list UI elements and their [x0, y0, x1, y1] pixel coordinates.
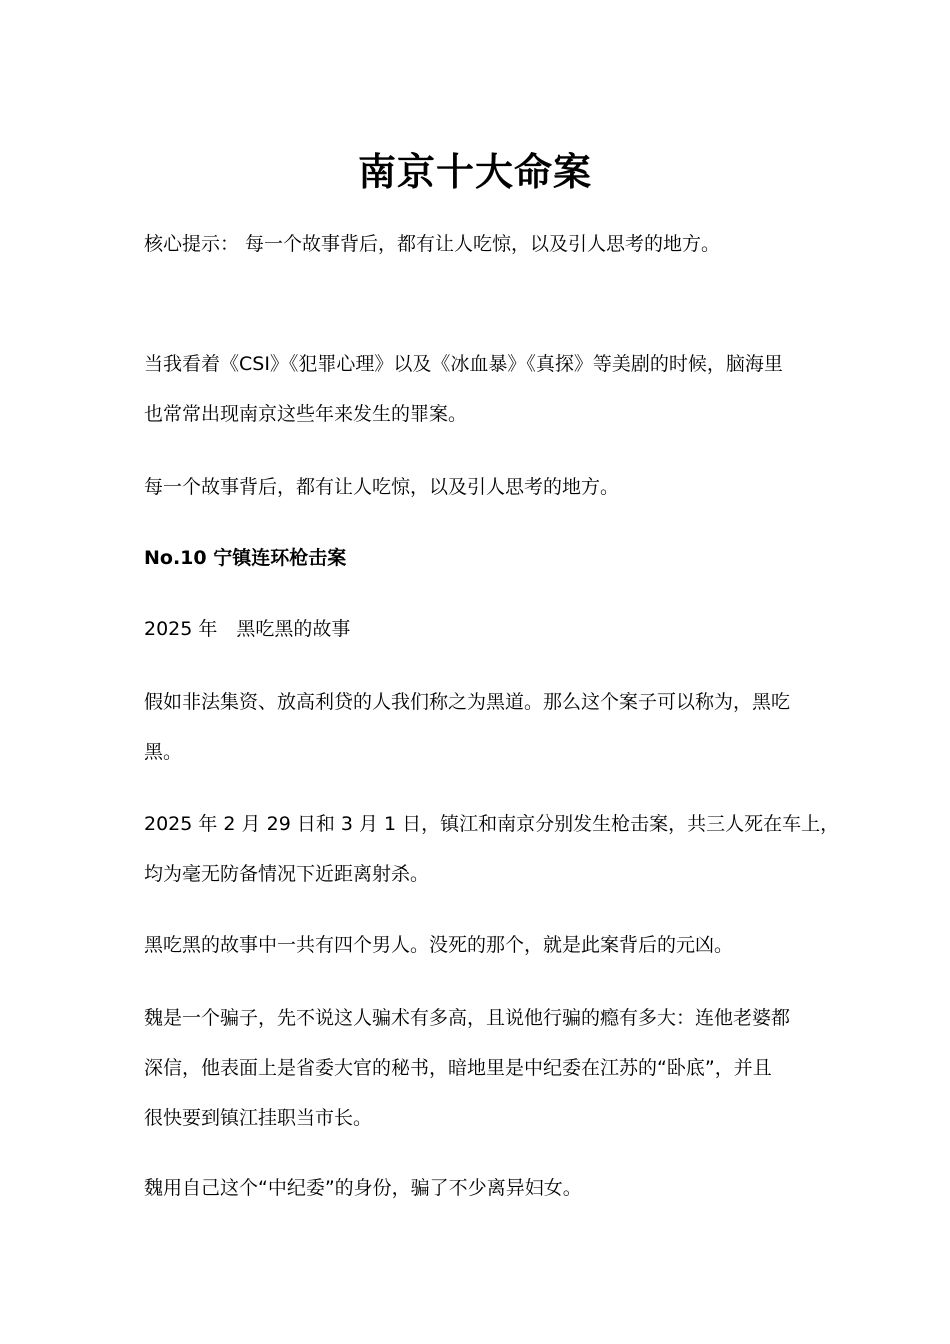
paragraph-black-eats-black — [144, 677, 810, 777]
paragraph-line: 均为毫无防备情况下近距离射杀。 — [144, 863, 430, 885]
page-title: 南京十大命案 — [357, 150, 592, 194]
paragraph-wei-fraud — [144, 993, 810, 1143]
paragraph-wei-identity: 魏用自己这个“中纪委”的身份，骗了不少离异妇女。 — [144, 1177, 582, 1199]
paragraph-intro — [144, 339, 810, 439]
paragraph-line: 2025 年 2 月 29 日和 3 月 1 日，镇江和南京分别发生枪击案，共三人死在车上， — [144, 813, 840, 835]
paragraph-line: 深信，他表面上是省委大官的秘书，暗地里是中纪委在江苏的“卧底”，并且 — [144, 1057, 772, 1079]
paragraph-line: 当我看着《CSI》《犯罪心理》以及《冰血暴》《真探》等美剧的时候，脑海里 — [144, 353, 783, 375]
paragraph-repeat: 每一个故事背后，都有让人吃惊，以及引人思考的地方。 — [144, 476, 620, 498]
paragraph-four-men: 黑吃黑的故事中一共有四个男人。没死的那个，就是此案背后的元凶。 — [144, 934, 734, 956]
paragraph-line: 魏是一个骗子，先不说这人骗术有多高，且说他行骗的瘾有多大：连他老婆都 — [144, 1007, 791, 1029]
section-subtitle: 2025 年 黑吃黑的故事 — [144, 618, 351, 640]
summary-line: 核心提示： 每一个故事背后，都有让人吃惊，以及引人思考的地方。 — [144, 233, 721, 255]
paragraph-shooting-dates — [144, 799, 840, 899]
section-heading: No.10 宁镇连环枪击案 — [144, 547, 347, 569]
paragraph-line: 很快要到镇江挂职当市长。 — [144, 1107, 373, 1129]
paragraph-line: 黑。 — [144, 741, 183, 763]
paragraph-line: 也常常出现南京这些年来发生的罪案。 — [144, 403, 468, 425]
paragraph-line: 假如非法集资、放高利贷的人我们称之为黑道。那么这个案子可以称为，黑吃 — [144, 691, 791, 713]
